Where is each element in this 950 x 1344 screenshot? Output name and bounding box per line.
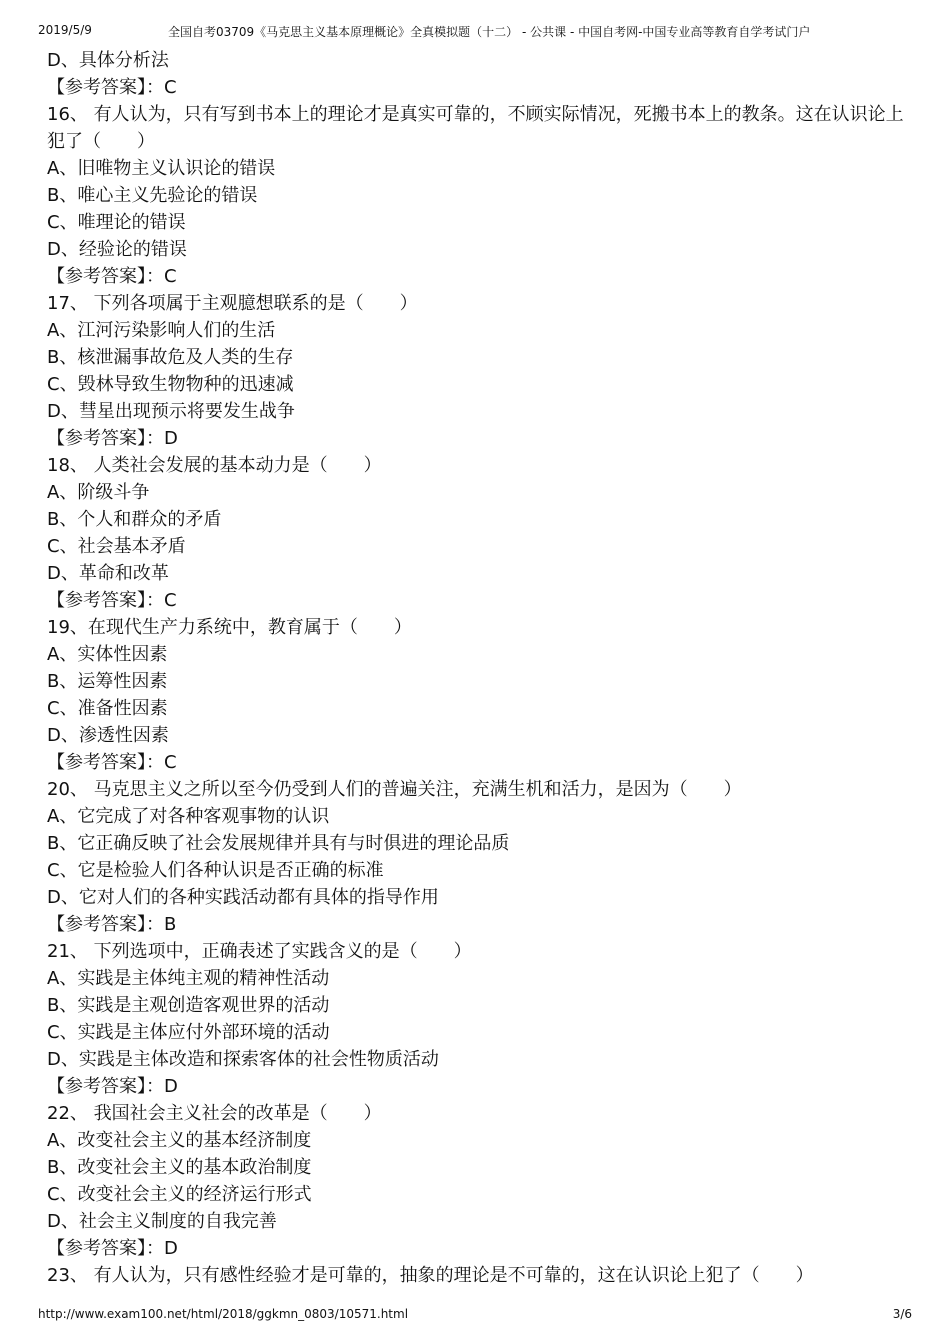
option-text: C、它是检验人们各种认识是否正确的标准 — [47, 860, 384, 881]
option-text: C、实践是主体应付外部环境的活动 — [47, 1022, 330, 1043]
option-text: A、阶级斗争 — [47, 482, 150, 503]
question-16: 16、 有人认为，只有写到书本上的理论才是真实可靠的，不顾实际情况，死搬书本上的教条。这在认识论上犯了（ ） — [47, 104, 904, 152]
footer-url: http://www.exam100.net/html/2018/ggkmn_0803/10571.html — [38, 1307, 409, 1321]
option-text: A、改变社会主义的基本经济制度 — [47, 1130, 312, 1151]
option-text: C、改变社会主义的经济运行形式 — [47, 1184, 312, 1205]
answer-key: 【参考答案】：B — [47, 914, 177, 935]
answer-key: 【参考答案】：D — [47, 428, 178, 449]
option-text: D、具体分析法 — [47, 50, 169, 71]
answer-key: 【参考答案】：D — [47, 1076, 178, 1097]
question-18: 18、 人类社会发展的基本动力是（ ） — [47, 455, 382, 476]
option-text: B、唯心主义先验论的错误 — [47, 185, 258, 206]
option-text: B、运筹性因素 — [47, 671, 168, 692]
option-text: D、它对人们的各种实践活动都有具体的指导作用 — [47, 887, 439, 908]
question-22: 22、 我国社会主义社会的改革是（ ） — [47, 1103, 382, 1124]
option-text: A、它完成了对各种客观事物的认识 — [47, 806, 330, 827]
option-text: B、个人和群众的矛盾 — [47, 509, 222, 530]
option-text: C、社会基本矛盾 — [47, 536, 186, 557]
option-text: D、彗星出现预示将要发生战争 — [47, 401, 295, 422]
option-text: B、它正确反映了社会发展规律并具有与时俱进的理论品质 — [47, 833, 510, 854]
page-number: 3/6 — [892, 1307, 912, 1321]
option-text: D、革命和改革 — [47, 563, 169, 584]
option-text: D、社会主义制度的自我完善 — [47, 1211, 277, 1232]
header-date: 2019/5/9 — [38, 23, 92, 37]
question-23: 23、 有人认为，只有感性经验才是可靠的，抽象的理论是不可靠的，这在认识论上犯了（ ） — [47, 1265, 814, 1286]
question-21: 21、 下列选项中，正确表述了实践含义的是（ ） — [47, 941, 472, 962]
answer-key: 【参考答案】：C — [47, 590, 177, 611]
option-text: A、江河污染影响人们的生活 — [47, 320, 276, 341]
option-text: B、改变社会主义的基本政治制度 — [47, 1157, 312, 1178]
option-text: B、实践是主观创造客观世界的活动 — [47, 995, 330, 1016]
answer-key: 【参考答案】：C — [47, 266, 177, 287]
question-20: 20、 马克思主义之所以至今仍受到人们的普遍关注，充满生机和活力，是因为（ ） — [47, 779, 742, 800]
answer-key: 【参考答案】：C — [47, 752, 177, 773]
header-page-title: 全国自考03709《马克思主义基本原理概论》全真模拟题（十二） - 公共课 - 中国自考网-中国专业高等教育自学考试门户 — [168, 25, 811, 39]
answer-key: 【参考答案】：D — [47, 1238, 178, 1259]
option-text: A、实践是主体纯主观的精神性活动 — [47, 968, 330, 989]
option-text: D、经验论的错误 — [47, 239, 187, 260]
option-text: D、实践是主体改造和探索客体的社会性物质活动 — [47, 1049, 439, 1070]
option-text: A、实体性因素 — [47, 644, 168, 665]
option-text: C、唯理论的错误 — [47, 212, 186, 233]
option-text: D、渗透性因素 — [47, 725, 169, 746]
question-17: 17、 下列各项属于主观臆想联系的是（ ） — [47, 293, 418, 314]
option-text: C、准备性因素 — [47, 698, 168, 719]
option-text: A、旧唯物主义认识论的错误 — [47, 158, 276, 179]
option-text: C、毁林导致生物物种的迅速减 — [47, 374, 294, 395]
answer-key: 【参考答案】：C — [47, 77, 177, 98]
document-body — [47, 47, 917, 1289]
option-text: B、核泄漏事故危及人类的生存 — [47, 347, 294, 368]
question-19: 19、在现代生产力系统中，教育属于（ ） — [47, 617, 412, 638]
